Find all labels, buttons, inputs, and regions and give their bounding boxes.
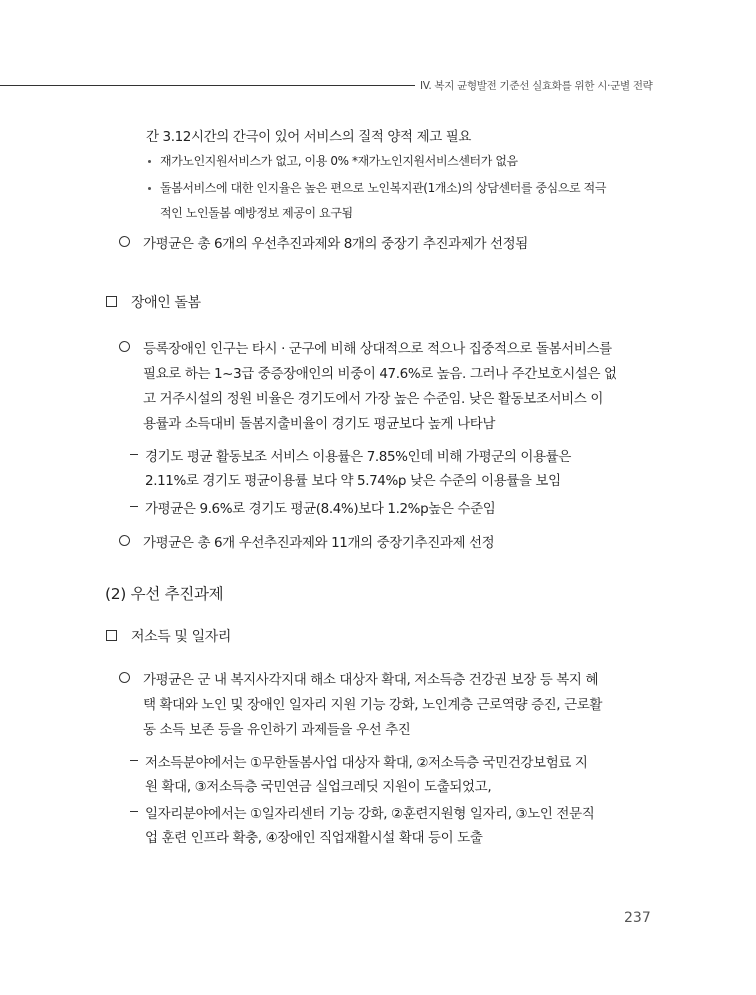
dash-bullet: [130, 506, 138, 507]
dash-text: 일자리분야에서는 ①일자리센터 기능 강화, ②훈련지원형 일자리, ③노인 전문직: [145, 806, 595, 822]
bullet-dot: [148, 187, 151, 190]
section-heading: (2) 우선 추진과제: [105, 585, 224, 603]
page-number: 237: [624, 910, 651, 926]
paragraph-text: 필요로 하는 1~3급 중증장애인의 비중이 47.6%로 높음. 그러나 주간보호시설은 없: [143, 366, 617, 382]
dash-text: 가평균은 9.6%로 경기도 평균(8.4%)보다 1.2%p높은 수준임: [145, 501, 496, 517]
header-rule: [0, 85, 415, 86]
square-bullet: [106, 630, 117, 641]
circle-bullet: [119, 341, 130, 352]
paragraph-text: 등록장애인 인구는 타시 · 군구에 비해 상대적으로 적으나 집중적으로 돌봄서비스를: [143, 341, 612, 357]
dash-bullet: [130, 454, 138, 455]
paragraph-text: 택 확대와 노인 및 장애인 일자리 지원 기능 강화, 노인계층 근로역량 증진, 근로활: [143, 697, 602, 713]
dash-text: 2.11%로 경기도 평균이용률 보다 약 5.74%p 낮은 수준의 이용률을 보임: [145, 473, 561, 489]
bullet-dot: [148, 160, 151, 163]
paragraph-text: 고 거주시설의 정원 비율은 경기도에서 가장 높은 수준임. 낮은 활동보조서비스 이: [143, 391, 603, 407]
subsection-heading: 장애인 돌봄: [131, 295, 201, 311]
dash-text: 경기도 평균 활동보조 서비스 이용률은 7.85%인데 비해 가평군의 이용률은: [145, 449, 571, 465]
circle-bullet: [119, 236, 130, 247]
running-title: IV. 복지 균형발전 기준선 실효화를 위한 시·군별 전략: [420, 80, 653, 92]
paragraph-text: 용률과 소득대비 돌봄지출비율이 경기도 평균보다 높게 나타남: [143, 416, 496, 432]
paragraph-text: 가평균은 군 내 복지사각지대 해소 대상자 확대, 저소득층 건강권 보장 등 복지 혜: [143, 672, 599, 688]
text-line: 간 3.12시간의 간극이 있어 서비스의 질적 양적 제고 필요: [146, 129, 472, 145]
dash-text: 업 훈련 인프라 확충, ④장애인 직업재활시설 확대 등이 도출: [145, 830, 483, 846]
sub-bullet-text: 돌봄서비스에 대한 인지율은 높은 편으로 노인복지관(1개소)의 상담센터를 중심으로 적극: [160, 181, 607, 195]
dash-text: 저소득분야에서는 ①무한돌봄사업 대상자 확대, ②저소득층 국민건강보험료 지: [145, 755, 588, 771]
circle-bullet: [119, 535, 130, 546]
subsection-heading: 저소득 및 일자리: [131, 629, 231, 645]
dash-bullet: [130, 811, 138, 812]
paragraph-text: 가평균은 총 6개의 우선추진과제와 8개의 중장기 추진과제가 선정됨: [143, 236, 528, 252]
dash-text: 원 확대, ③저소득층 국민연금 실업크레딧 지원이 도출되었고,: [145, 779, 492, 795]
sub-bullet-text: 재가노인지원서비스가 없고, 이용 0% *재가노인지원서비스센터가 없음: [160, 154, 518, 168]
circle-bullet: [119, 672, 130, 683]
square-bullet: [106, 296, 117, 307]
paragraph-text: 가평균은 총 6개 우선추진과제와 11개의 중장기추진과제 선정: [143, 535, 495, 551]
dash-bullet: [130, 760, 138, 761]
sub-bullet-text: 적인 노인돌봄 예방정보 제공이 요구됨: [160, 206, 353, 220]
paragraph-text: 동 소득 보존 등을 유인하기 과제들을 우선 추진: [143, 722, 411, 738]
